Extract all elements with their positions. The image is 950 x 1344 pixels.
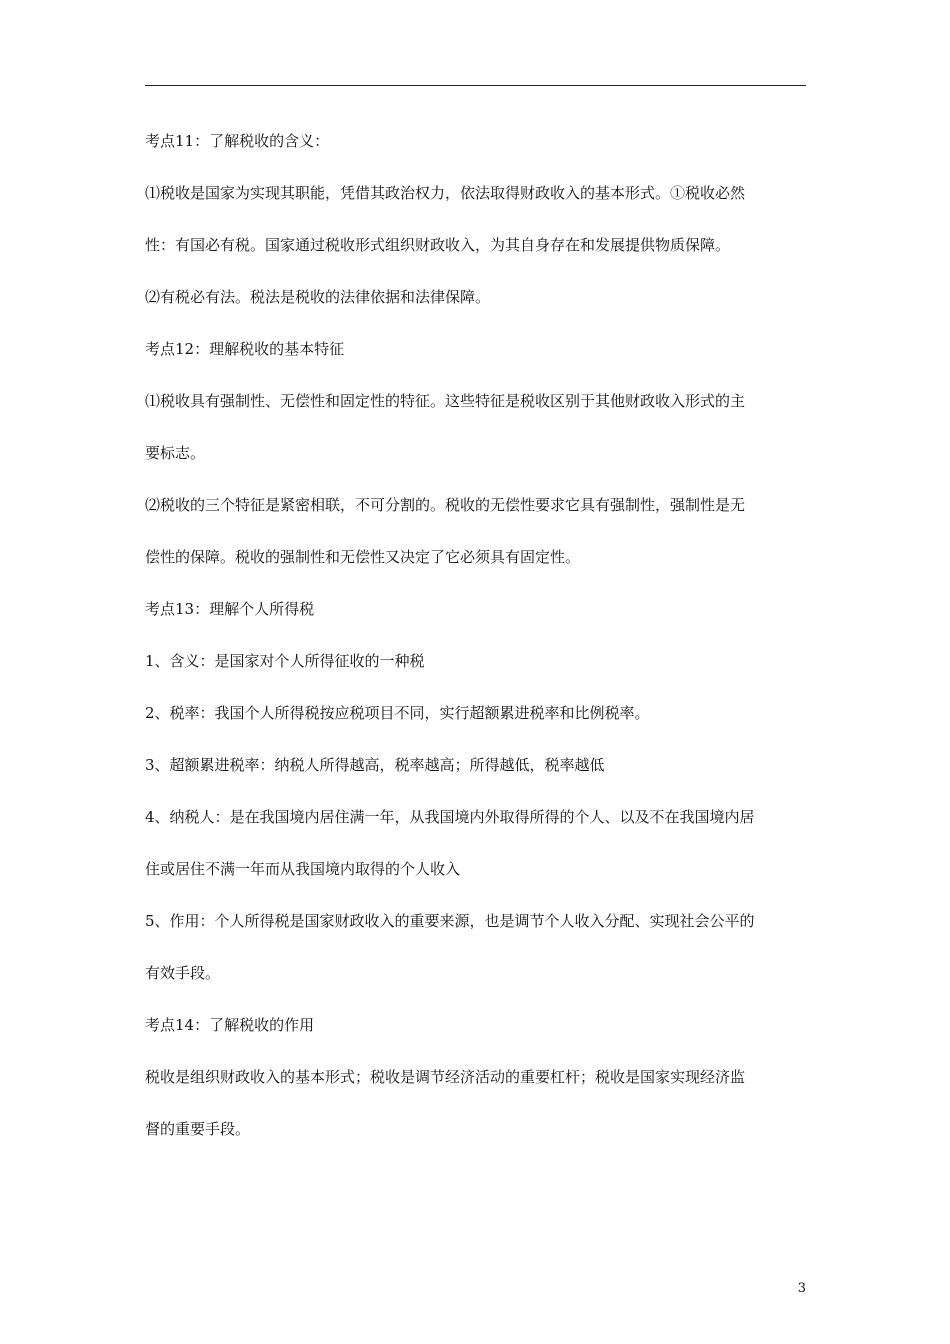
paragraph-line: 督的重要手段。 (145, 1120, 251, 1138)
list-item: 2、税率：我国个人所得税按应税项目不同，实行超额累进税率和比例税率。 (145, 704, 650, 722)
paragraph-line: 偿性的保障。税收的强制性和无偿性又决定了它必须具有固定性。 (145, 548, 581, 566)
section-heading-13: 考点13：理解个人所得税 (145, 600, 315, 618)
paragraph-line: ⑵税收的三个特征是紧密相联，不可分割的。税收的无偿性要求它具有强制性，强制性是无 (145, 496, 746, 514)
paragraph-line: 税收是组织财政收入的基本形式；税收是调节经济活动的重要杠杆；税收是国家实现经济监 (145, 1068, 746, 1086)
paragraph-line: 要标志。 (145, 444, 206, 462)
paragraph-line: ⑴税收具有强制性、无偿性和固定性的特征。这些特征是税收区别于其他财政收入形式的主 (145, 392, 746, 410)
document-body (145, 115, 806, 1155)
list-item: 1、含义：是国家对个人所得征收的一种税 (145, 652, 425, 670)
section-heading-11: 考点11：了解税收的含义： (145, 132, 330, 150)
section-heading-12: 考点12：理解税收的基本特征 (145, 340, 345, 358)
paragraph-line: 性：有国必有税。国家通过税收形式组织财政收入，为其自身存在和发展提供物质保障。 (145, 236, 731, 254)
list-item: 5、作用：个人所得税是国家财政收入的重要来源，也是调节个人收入分配、实现社会公平的 (145, 912, 755, 930)
list-item-continuation: 住或居住不满一年而从我国境内取得的个人收入 (145, 860, 461, 878)
page-number: 3 (797, 1281, 806, 1296)
paragraph-line: ⑵有税必有法。税法是税收的法律依据和法律保障。 (145, 288, 491, 306)
header-rule (145, 85, 806, 86)
paragraph-line: ⑴税收是国家为实现其职能，凭借其政治权力，依法取得财政收入的基本形式。①税收必然 (145, 184, 746, 202)
list-item: 4、纳税人：是在我国境内居住满一年，从我国境内外取得所得的个人、以及不在我国境内居 (145, 808, 755, 826)
list-item-continuation: 有效手段。 (145, 964, 221, 982)
section-heading-14: 考点14：了解税收的作用 (145, 1016, 315, 1034)
list-item: 3、超额累进税率：纳税人所得越高，税率越高；所得越低，税率越低 (145, 756, 605, 774)
